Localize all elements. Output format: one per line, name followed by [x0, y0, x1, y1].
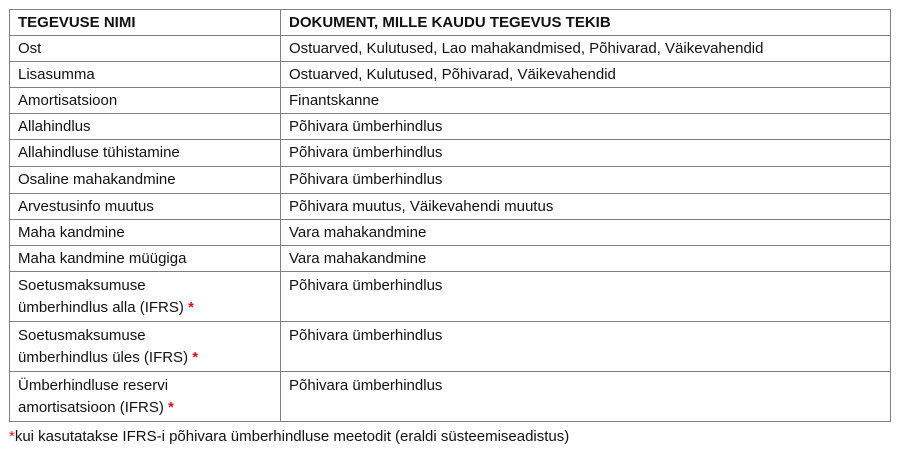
- table-row: [10, 272, 891, 322]
- ifrs-asterisk: *: [168, 399, 174, 416]
- activity-name-line: Soetusmaksumuse: [18, 277, 146, 294]
- document-cell: Põhivara muutus, Väikevahendi muutus: [281, 194, 891, 220]
- table-row: [10, 194, 891, 220]
- table-row: [10, 372, 891, 422]
- document-cell: Põhivara ümberhindlus: [281, 114, 891, 140]
- ifrs-asterisk: *: [188, 299, 194, 316]
- table-row: [10, 36, 891, 62]
- header-document: DOKUMENT, MILLE KAUDU TEGEVUS TEKIB: [281, 10, 891, 36]
- activity-name-line: ümberhindlus alla (IFRS): [18, 299, 184, 316]
- document-cell: Põhivara ümberhindlus: [281, 140, 891, 167]
- activity-name-cell: [10, 372, 281, 422]
- activity-name-cell: Allahindlus: [10, 114, 281, 140]
- document-cell: Põhivara ümberhindlus: [281, 322, 891, 372]
- activity-name-cell: [10, 322, 281, 372]
- footnote-text: kui kasutatakse IFRS-i põhivara ümberhindluse meetodit (eraldi süsteemiseadistus): [14, 428, 570, 445]
- document-cell: Vara mahakandmine: [281, 220, 891, 246]
- activity-name-line: Soetusmaksumuse: [18, 327, 146, 344]
- document-cell: Vara mahakandmine: [281, 246, 891, 272]
- activity-name-cell: Ost: [10, 36, 281, 62]
- activity-name-cell: [10, 272, 281, 322]
- table-row: [10, 322, 891, 372]
- table-row: [10, 88, 891, 114]
- activity-name-line: Ümberhindluse reservi: [18, 377, 169, 394]
- activity-name-cell: Arvestusinfo muutus: [10, 194, 281, 220]
- activity-name-line: amortisatsioon (IFRS): [18, 399, 164, 416]
- table-row: [10, 246, 891, 272]
- ifrs-asterisk: *: [192, 349, 199, 366]
- activity-name-cell: Maha kandmine: [10, 220, 281, 246]
- document-cell: Põhivara ümberhindlus: [281, 167, 891, 194]
- activity-name-line: ümberhindlus üles (IFRS): [18, 349, 189, 366]
- activity-name-cell: Lisasumma: [10, 62, 281, 88]
- table-header-row: [10, 10, 891, 36]
- footnote: [9, 428, 569, 446]
- activity-name-cell: Maha kandmine müügiga: [10, 246, 281, 272]
- table-row: [10, 220, 891, 246]
- activity-name-cell: Osaline mahakandmine: [10, 167, 281, 194]
- table-row: [10, 62, 891, 88]
- activity-name-cell: Amortisatsioon: [10, 88, 281, 114]
- table-row: [10, 140, 891, 167]
- activity-name-cell: Allahindluse tühistamine: [10, 140, 281, 167]
- table-row: [10, 114, 891, 140]
- document-cell: Ostuarved, Kulutused, Lao mahakandmised, Põhivarad, Väikevahendid: [281, 36, 891, 62]
- document-cell: Põhivara ümberhindlus: [281, 372, 891, 422]
- activity-document-table: [9, 9, 891, 422]
- document-cell: Ostuarved, Kulutused, Põhivarad, Väikevahendid: [281, 62, 891, 88]
- document-cell: Põhivara ümberhindlus: [281, 272, 891, 322]
- footnote-asterisk: *: [9, 428, 15, 445]
- document-cell: Finantskanne: [281, 88, 891, 114]
- header-activity-name: TEGEVUSE NIMI: [10, 10, 281, 36]
- table-row: [10, 167, 891, 194]
